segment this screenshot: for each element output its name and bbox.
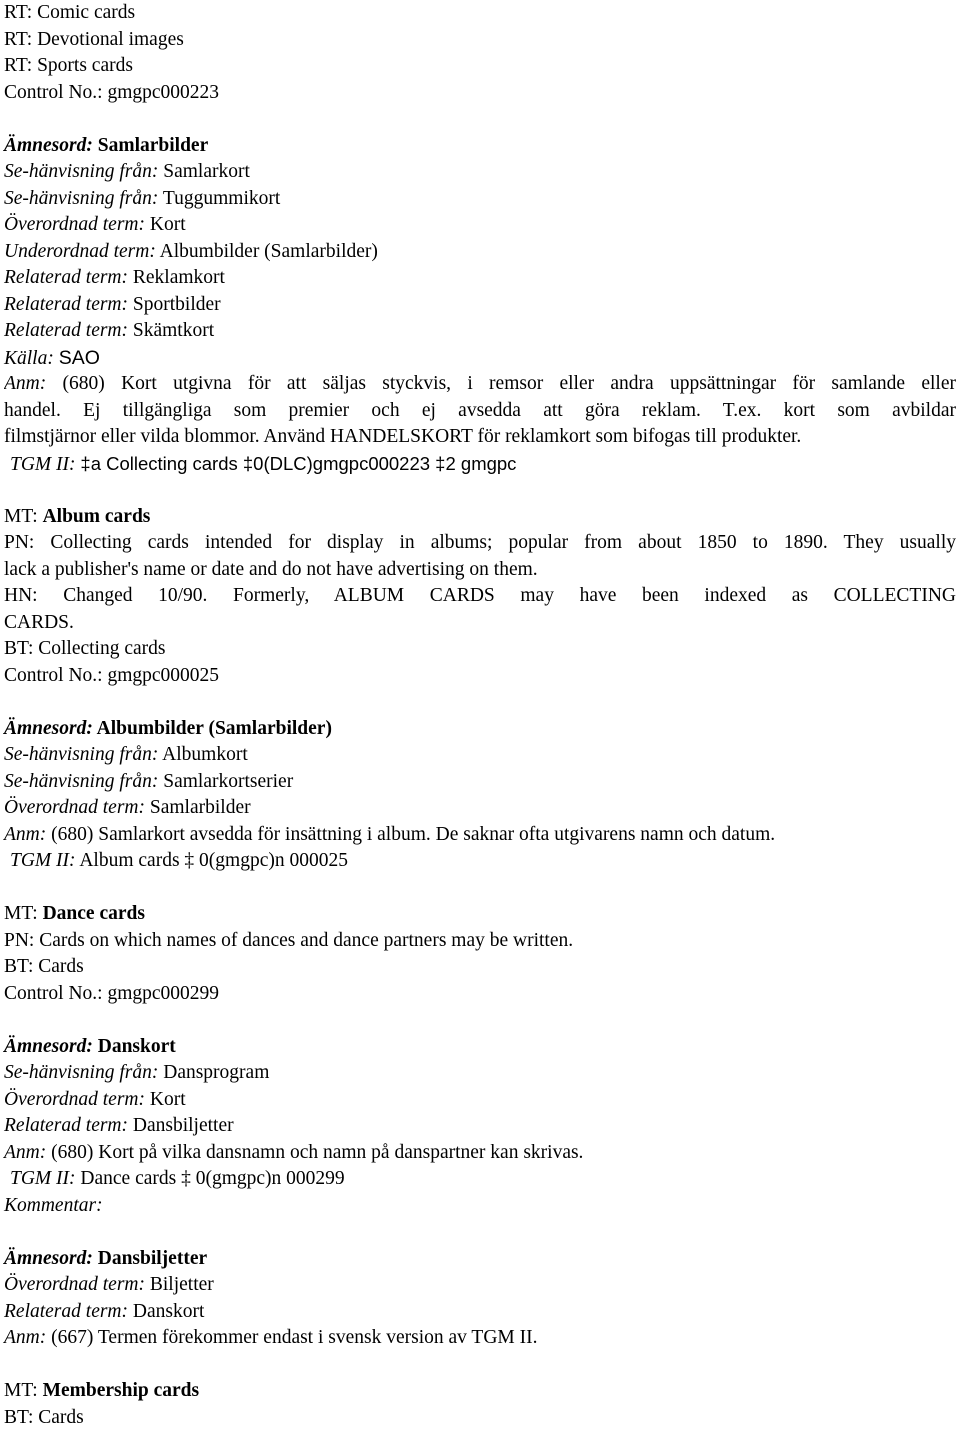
control-number: Control No.: gmgpc000223 bbox=[4, 81, 220, 103]
bt-line: BT: Cards bbox=[4, 1406, 84, 1428]
field-label: Underordnad term: bbox=[4, 240, 156, 262]
field-value: ‡a Collecting cards ‡0(DLC)gmgpc000223 ‡2 gmgpc bbox=[80, 452, 517, 474]
bt-line: BT: Collecting cards bbox=[4, 638, 166, 659]
related-term-line bbox=[4, 292, 956, 319]
related-term-line bbox=[4, 1299, 956, 1326]
field-value: Albumbilder (Samlarbilder) bbox=[159, 240, 378, 262]
field-value: Kort bbox=[149, 1088, 186, 1110]
hn-line: HN: Changed 10/90. Formerly, ALBUM CARDS may have been indexed as COLLECTING bbox=[4, 585, 956, 606]
control-number: Control No.: gmgpc000025 bbox=[4, 664, 220, 686]
broader-term-line bbox=[4, 795, 956, 822]
field-label: Relaterad term: bbox=[4, 293, 129, 315]
related-term-line bbox=[4, 318, 956, 345]
field-value: Samlarbilder bbox=[97, 134, 209, 156]
field-label: Ämnesord: bbox=[4, 134, 93, 156]
note-line bbox=[4, 1140, 956, 1167]
field-label: TGM II: bbox=[10, 453, 76, 475]
field-label: Anm: bbox=[4, 373, 47, 394]
field-value: Membership cards bbox=[42, 1380, 200, 1401]
field-label: Relaterad term: bbox=[4, 267, 129, 288]
field-value: Dance cards ‡ 0(gmgpc)n 000299 bbox=[80, 1168, 345, 1189]
field-label: Se-hänvisning från: bbox=[4, 1062, 159, 1083]
broader-term-line bbox=[4, 212, 956, 239]
note-line: handel. Ej tillgängliga som premier och ej avsedda att göra reklam. T.ex. kort som avbildar bbox=[4, 399, 956, 421]
field-label: Källa: bbox=[4, 347, 54, 369]
spacer bbox=[4, 875, 956, 902]
field-label: Överordnad term: bbox=[4, 797, 145, 818]
comment-label: Kommentar: bbox=[4, 1194, 103, 1216]
field-value: (667) Termen förekommer endast i svensk version av TGM II. bbox=[51, 1327, 538, 1348]
field-value: Dansbiljetter bbox=[97, 1247, 208, 1269]
amnesord-line bbox=[4, 133, 956, 160]
field-value: Tuggummikort bbox=[162, 187, 281, 209]
rt-line: RT: Devotional images bbox=[4, 28, 184, 50]
field-value: Biljetter bbox=[149, 1274, 214, 1295]
spacer bbox=[4, 106, 956, 133]
field-value: SAO bbox=[58, 346, 100, 369]
field-value: Samlarbilder bbox=[149, 797, 251, 818]
field-value: Dansprogram bbox=[163, 1062, 270, 1083]
rt-line: RT: Comic cards bbox=[4, 2, 136, 23]
field-label: Se-hänvisning från: bbox=[4, 770, 159, 792]
field-label: Ämnesord: bbox=[4, 1035, 93, 1057]
field-label: Se-hänvisning från: bbox=[4, 744, 159, 765]
document-page bbox=[4, 0, 956, 1431]
field-label: Anm: bbox=[4, 823, 47, 845]
amnesord-line bbox=[4, 1246, 956, 1273]
field-value: Reklamkort bbox=[132, 267, 225, 288]
field-label: MT: bbox=[4, 903, 38, 924]
control-number: Control No.: gmgpc000299 bbox=[4, 982, 220, 1004]
field-value: Album cards ‡ 0(gmgpc)n 000025 bbox=[79, 850, 348, 871]
spacer bbox=[4, 689, 956, 716]
pn-line: PN: Cards on which names of dances and dance partners may be written. bbox=[4, 929, 574, 951]
spacer bbox=[4, 1007, 956, 1034]
see-from-line bbox=[4, 1060, 956, 1087]
field-label: Relaterad term: bbox=[4, 320, 129, 341]
field-label: Överordnad term: bbox=[4, 1088, 145, 1110]
related-term-line bbox=[4, 265, 956, 292]
field-value: Danskort bbox=[132, 1300, 205, 1322]
spacer bbox=[4, 477, 956, 504]
field-label: Relaterad term: bbox=[4, 1115, 129, 1136]
tgm-line bbox=[4, 451, 956, 478]
field-value: (680) Kort på vilka dansnamn och namn på danspartner kan skrivas. bbox=[51, 1141, 584, 1163]
field-label: Ämnesord: bbox=[4, 1247, 93, 1269]
field-label: Relaterad term: bbox=[4, 1300, 129, 1322]
rt-line: RT: Sports cards bbox=[4, 55, 133, 76]
spacer bbox=[4, 1219, 956, 1246]
field-label: TGM II: bbox=[10, 850, 76, 871]
field-value: Skämtkort bbox=[132, 320, 215, 341]
field-value: Dansbiljetter bbox=[132, 1115, 234, 1136]
note-line bbox=[4, 371, 956, 398]
see-from-line bbox=[4, 742, 956, 769]
broader-term-line bbox=[4, 1272, 956, 1299]
field-value: Danskort bbox=[97, 1035, 176, 1057]
field-label: MT: bbox=[4, 505, 38, 527]
field-value: Kort bbox=[149, 214, 186, 235]
note-line: filmstjärnor eller vilda blommor. Använd HANDELSKORT för reklamkort som bifogas till produkter. bbox=[4, 426, 802, 447]
field-value: Samlarkortserier bbox=[163, 770, 294, 792]
field-label: Anm: bbox=[4, 1327, 47, 1348]
note-line bbox=[4, 1325, 956, 1352]
pn-line: lack a publisher's name or date and do not have advertising on them. bbox=[4, 558, 538, 580]
hn-line: CARDS. bbox=[4, 611, 74, 633]
mt-line bbox=[4, 504, 956, 531]
related-term-line bbox=[4, 1113, 956, 1140]
tgm-line bbox=[4, 1166, 956, 1193]
see-from-line bbox=[4, 186, 956, 213]
field-value: Album cards bbox=[42, 505, 151, 527]
field-value: Dance cards bbox=[42, 903, 145, 924]
field-value: (680) Samlarkort avsedda för insättning i album. De saknar ofta utgivarens namn och datum. bbox=[51, 823, 776, 845]
field-label: Överordnad term: bbox=[4, 1274, 145, 1295]
field-value: Albumbilder (Samlarbilder) bbox=[96, 717, 332, 739]
field-label: TGM II: bbox=[10, 1168, 76, 1189]
field-value: Albumkort bbox=[162, 744, 248, 765]
field-label: MT: bbox=[4, 1380, 38, 1401]
field-label: Anm: bbox=[4, 1141, 47, 1163]
amnesord-line bbox=[4, 1034, 956, 1061]
amnesord-line bbox=[4, 716, 956, 743]
field-label: Överordnad term: bbox=[4, 214, 145, 235]
spacer bbox=[4, 1352, 956, 1379]
tgm-line bbox=[4, 848, 956, 875]
mt-line bbox=[4, 1378, 956, 1405]
field-value: Sportbilder bbox=[132, 293, 221, 315]
see-from-line bbox=[4, 159, 956, 186]
pn-line: PN: Collecting cards intended for display in albums; popular from about 1850 to 1890. They usually bbox=[4, 532, 956, 553]
field-value: Samlarkort bbox=[163, 161, 250, 182]
mt-line bbox=[4, 901, 956, 928]
note-line bbox=[4, 822, 956, 849]
field-value: (680) Kort utgivna för att säljas styckvis, i remsor eller andra uppsättningar för samlande eller bbox=[62, 373, 956, 394]
see-from-line bbox=[4, 769, 956, 796]
broader-term-line bbox=[4, 1087, 956, 1114]
field-label: Se-hänvisning från: bbox=[4, 187, 159, 209]
source-line bbox=[4, 345, 956, 372]
narrower-term-line bbox=[4, 239, 956, 266]
bt-line: BT: Cards bbox=[4, 956, 84, 977]
field-label: Ämnesord: bbox=[4, 717, 93, 739]
field-label: Se-hänvisning från: bbox=[4, 161, 159, 182]
